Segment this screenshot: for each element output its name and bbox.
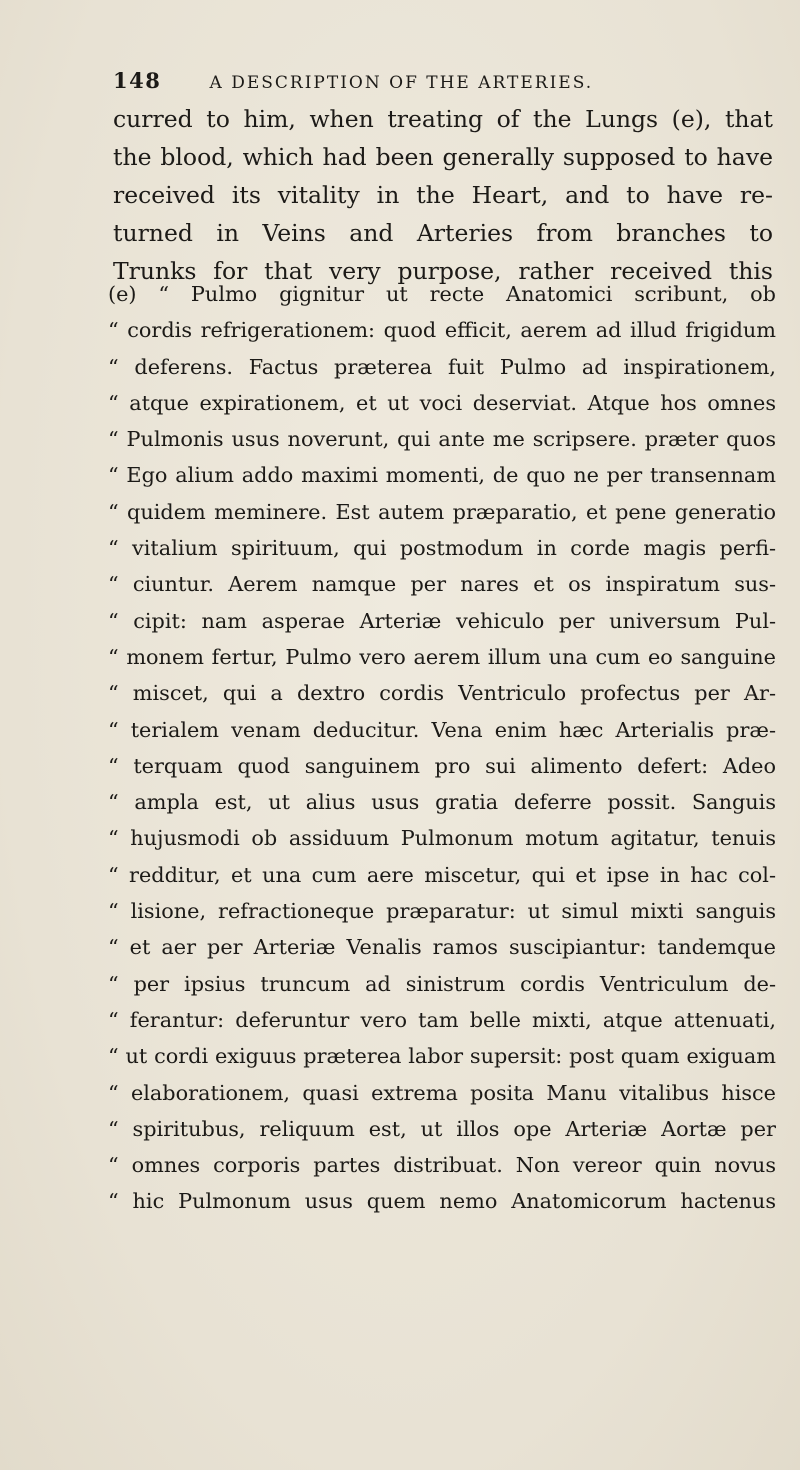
footnote-line: “ hujusmodi ob assiduum Pulmonum motum agitatur, tenuis xyxy=(108,826,776,851)
main-line: Trunks for that very purpose, rather received this xyxy=(113,257,773,285)
footnote-line: “ et aer per Arteriæ Venalis ramos suscipiantur: tandemque xyxy=(108,935,776,960)
footnote-line: “ atque expirationem, et ut voci deserviat. Atque hos omnes xyxy=(108,390,776,415)
running-title: A DESCRIPTION OF THE ARTERIES. xyxy=(209,73,594,93)
footnote-line: “ per ipsius truncum ad sinistrum cordis Ventriculum de- xyxy=(108,971,776,996)
page-number: 148 xyxy=(113,68,162,93)
footnote-line: “ quidem meminere. Est autem præparatio, et pene generatio xyxy=(108,499,776,524)
footnote-line: “ elaborationem, quasi extrema posita Manu vitalibus hisce xyxy=(108,1080,776,1105)
footnote-line: “ terialem venam deducitur. Vena enim hæc Arterialis præ- xyxy=(108,717,776,742)
footnote-line: “ cordis refrigerationem: quod efficit, aerem ad illud frigidum xyxy=(108,318,776,343)
footnote-line: “ Pulmonis usus noverunt, qui ante me scripsere. præter quos xyxy=(108,427,776,452)
footnote-line: “ ciuntur. Aerem namque per nares et os inspiratum sus- xyxy=(108,572,776,597)
footnote-line: “ ferantur: deferuntur vero tam belle mixti, atque attenuati, xyxy=(108,1007,776,1032)
footnote-line: “ hic Pulmonum usus quem nemo Anatomicorum hactenus xyxy=(108,1189,776,1214)
main-line: received its vitality in the Heart, and to have re- xyxy=(113,181,773,209)
footnote-line: “ omnes corporis partes distribuat. Non vereor quin novus xyxy=(108,1153,776,1178)
footnote-line: “ vitalium spirituum, qui postmodum in corde magis perfi- xyxy=(108,536,776,561)
main-line: turned in Veins and Arteries from branches to xyxy=(113,219,773,247)
footnote-line: “ Ego alium addo maximi momenti, de quo ne per transennam xyxy=(108,463,776,488)
footnote-line: “ terquam quod sanguinem pro sui alimento defert: Adeo xyxy=(108,753,776,778)
footnote-line: “ monem fertur, Pulmo vero aerem illum una cum eo sanguine xyxy=(108,644,776,669)
main-text xyxy=(113,100,773,290)
footnote-line: “ miscet, qui a dextro cordis Ventriculo profectus per Ar- xyxy=(108,681,776,706)
footnote xyxy=(108,276,776,1220)
main-line: curred to him, when treating of the Lungs (e), that xyxy=(113,105,773,133)
footnote-line: “ lisione, refractioneque præparatur: ut simul mixti sanguis xyxy=(108,899,776,924)
footnote-line: “ ampla est, ut alius usus gratia deferre possit. Sanguis xyxy=(108,790,776,815)
footnote-line: “ ut cordi exiguus præterea labor supersit: post quam exiguam xyxy=(108,1044,776,1069)
running-header xyxy=(113,68,753,93)
footnote-line: “ cipit: nam asperae Arteriæ vehiculo per universum Pul- xyxy=(108,608,776,633)
footnote-line: “ redditur, et una cum aere miscetur, qui et ipse in hac col- xyxy=(108,862,776,887)
main-line: the blood, which had been generally supposed to have xyxy=(113,143,773,171)
footnote-line: “ spiritubus, reliquum est, ut illos ope Arteriæ Aortæ per xyxy=(108,1116,776,1141)
footnote-line: “ deferens. Factus præterea fuit Pulmo ad inspirationem, xyxy=(108,354,776,379)
footnote-line: (e) “ Pulmo gignitur ut recte Anatomici scribunt, ob xyxy=(108,282,776,306)
